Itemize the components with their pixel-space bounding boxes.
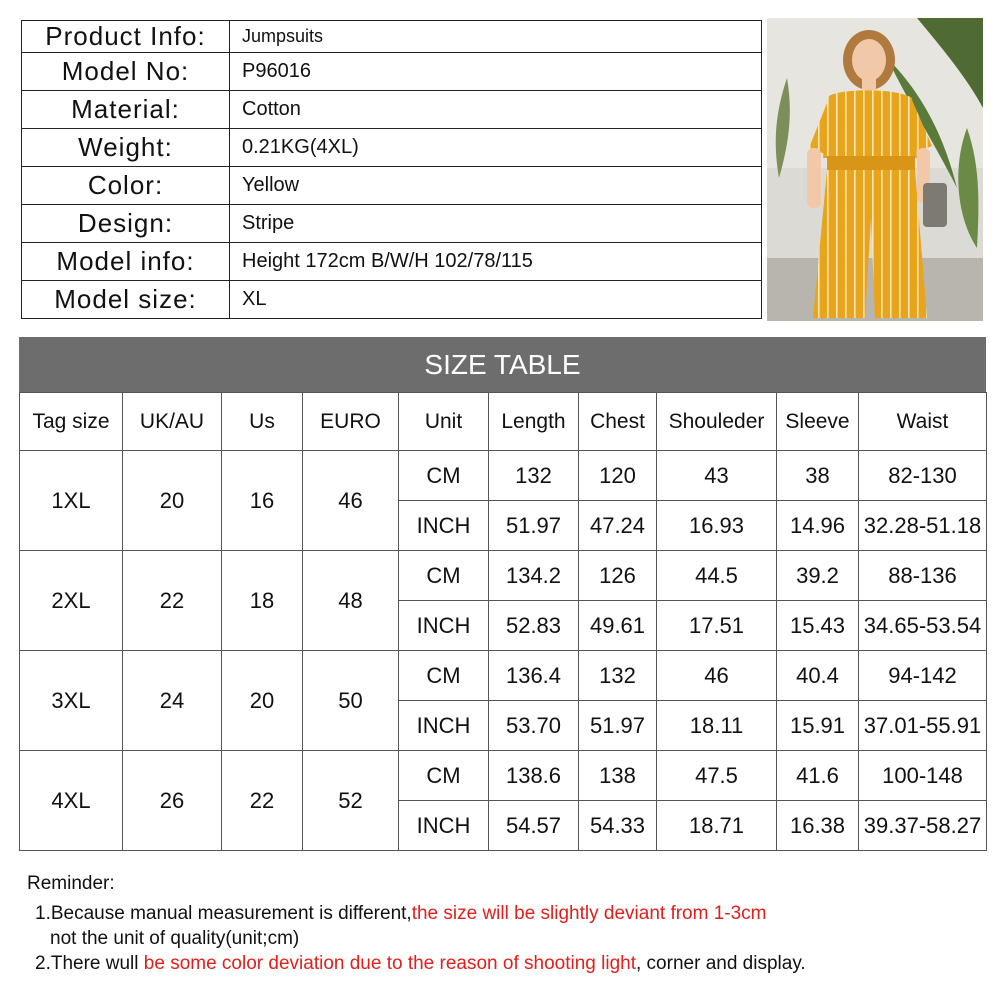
waist-cell: 32.28-51.18 bbox=[859, 501, 987, 551]
reminder-line-1 bbox=[27, 901, 987, 926]
sleeve-cell: 39.2 bbox=[777, 551, 859, 601]
reminder-title: Reminder: bbox=[27, 873, 115, 894]
info-value: Height 172cm B/W/H 102/78/115 bbox=[230, 243, 762, 281]
chest-cell: 120 bbox=[579, 451, 657, 501]
length-cell: 132 bbox=[489, 451, 579, 501]
reminder-text: 1.Because manual measurement is different, bbox=[35, 903, 412, 924]
info-label: Color: bbox=[22, 167, 230, 205]
uk-au-cell: 24 bbox=[123, 651, 222, 751]
info-row bbox=[22, 167, 762, 205]
info-label: Design: bbox=[22, 205, 230, 243]
chest-cell: 54.33 bbox=[579, 801, 657, 851]
chest-cell: 132 bbox=[579, 651, 657, 701]
sleeve-cell: 16.38 bbox=[777, 801, 859, 851]
info-label: Weight: bbox=[22, 129, 230, 167]
reminder-text: , corner and display. bbox=[636, 953, 806, 974]
chest-cell: 51.97 bbox=[579, 701, 657, 751]
shoulder-cell: 44.5 bbox=[657, 551, 777, 601]
euro-cell: 46 bbox=[303, 451, 399, 551]
unit-cell: CM bbox=[399, 451, 489, 501]
shoulder-cell: 18.71 bbox=[657, 801, 777, 851]
info-value: 0.21KG(4XL) bbox=[230, 129, 762, 167]
info-row bbox=[22, 243, 762, 281]
sleeve-cell: 15.91 bbox=[777, 701, 859, 751]
header-tag-size: Tag size bbox=[20, 393, 123, 451]
length-cell: 53.70 bbox=[489, 701, 579, 751]
info-value: Cotton bbox=[230, 91, 762, 129]
chest-cell: 126 bbox=[579, 551, 657, 601]
chest-cell: 138 bbox=[579, 751, 657, 801]
us-cell: 22 bbox=[222, 751, 303, 851]
info-label: Model No: bbox=[22, 53, 230, 91]
sleeve-cell: 38 bbox=[777, 451, 859, 501]
info-label: Model size: bbox=[22, 281, 230, 319]
reminder-section bbox=[27, 873, 987, 976]
info-row bbox=[22, 53, 762, 91]
tag-size-cell: 3XL bbox=[20, 651, 123, 751]
uk-au-cell: 22 bbox=[123, 551, 222, 651]
table-row bbox=[20, 551, 987, 601]
reminder-line-1-continued: not the unit of quality(unit;cm) bbox=[50, 928, 300, 949]
header-sleeve: Sleeve bbox=[777, 393, 859, 451]
model-photo-illustration bbox=[767, 18, 983, 321]
tag-size-cell: 4XL bbox=[20, 751, 123, 851]
euro-cell: 50 bbox=[303, 651, 399, 751]
unit-cell: INCH bbox=[399, 601, 489, 651]
info-label: Material: bbox=[22, 91, 230, 129]
info-value: Jumpsuits bbox=[230, 21, 762, 53]
info-row bbox=[22, 281, 762, 319]
shoulder-cell: 47.5 bbox=[657, 751, 777, 801]
reminder-line-2 bbox=[27, 951, 987, 976]
unit-cell: INCH bbox=[399, 701, 489, 751]
info-row bbox=[22, 21, 762, 53]
unit-cell: INCH bbox=[399, 501, 489, 551]
length-cell: 52.83 bbox=[489, 601, 579, 651]
sleeve-cell: 41.6 bbox=[777, 751, 859, 801]
product-info-table bbox=[21, 20, 762, 319]
header-waist: Waist bbox=[859, 393, 987, 451]
length-cell: 134.2 bbox=[489, 551, 579, 601]
length-cell: 51.97 bbox=[489, 501, 579, 551]
tag-size-cell: 2XL bbox=[20, 551, 123, 651]
waist-cell: 100-148 bbox=[859, 751, 987, 801]
chest-cell: 47.24 bbox=[579, 501, 657, 551]
header-chest: Chest bbox=[579, 393, 657, 451]
tag-size-cell: 1XL bbox=[20, 451, 123, 551]
info-value: XL bbox=[230, 281, 762, 319]
length-cell: 54.57 bbox=[489, 801, 579, 851]
waist-cell: 88-136 bbox=[859, 551, 987, 601]
shoulder-cell: 17.51 bbox=[657, 601, 777, 651]
unit-cell: CM bbox=[399, 751, 489, 801]
info-value: P96016 bbox=[230, 53, 762, 91]
uk-au-cell: 26 bbox=[123, 751, 222, 851]
waist-cell: 34.65-53.54 bbox=[859, 601, 987, 651]
waist-cell: 37.01-55.91 bbox=[859, 701, 987, 751]
header-euro: EURO bbox=[303, 393, 399, 451]
shoulder-cell: 18.11 bbox=[657, 701, 777, 751]
uk-au-cell: 20 bbox=[123, 451, 222, 551]
reminder-highlight: be some color deviation due to the reason of shooting light bbox=[143, 953, 636, 974]
info-row bbox=[22, 129, 762, 167]
table-row bbox=[20, 451, 987, 501]
info-row bbox=[22, 91, 762, 129]
us-cell: 20 bbox=[222, 651, 303, 751]
us-cell: 16 bbox=[222, 451, 303, 551]
us-cell: 18 bbox=[222, 551, 303, 651]
sleeve-cell: 14.96 bbox=[777, 501, 859, 551]
header-uk-au: UK/AU bbox=[123, 393, 222, 451]
length-cell: 136.4 bbox=[489, 651, 579, 701]
header-length: Length bbox=[489, 393, 579, 451]
header-shoulder: Shouleder bbox=[657, 393, 777, 451]
header-us: Us bbox=[222, 393, 303, 451]
length-cell: 138.6 bbox=[489, 751, 579, 801]
unit-cell: INCH bbox=[399, 801, 489, 851]
waist-cell: 82-130 bbox=[859, 451, 987, 501]
sleeve-cell: 15.43 bbox=[777, 601, 859, 651]
reminder-text: 2.There wull bbox=[35, 953, 144, 974]
unit-cell: CM bbox=[399, 551, 489, 601]
reminder-highlight: the size will be slightly deviant from 1-3cm bbox=[411, 903, 767, 924]
euro-cell: 48 bbox=[303, 551, 399, 651]
unit-cell: CM bbox=[399, 651, 489, 701]
size-table-header-row bbox=[20, 393, 987, 451]
size-table-title: SIZE TABLE bbox=[19, 337, 986, 392]
info-label: Model info: bbox=[22, 243, 230, 281]
euro-cell: 52 bbox=[303, 751, 399, 851]
info-label: Product Info: bbox=[22, 21, 230, 53]
shoulder-cell: 46 bbox=[657, 651, 777, 701]
shoulder-cell: 16.93 bbox=[657, 501, 777, 551]
sleeve-cell: 40.4 bbox=[777, 651, 859, 701]
header-unit: Unit bbox=[399, 393, 489, 451]
waist-cell: 39.37-58.27 bbox=[859, 801, 987, 851]
info-row bbox=[22, 205, 762, 243]
table-row bbox=[20, 651, 987, 701]
shoulder-cell: 43 bbox=[657, 451, 777, 501]
info-value: Stripe bbox=[230, 205, 762, 243]
waist-cell: 94-142 bbox=[859, 651, 987, 701]
chest-cell: 49.61 bbox=[579, 601, 657, 651]
size-table bbox=[19, 392, 987, 851]
size-table-section bbox=[19, 337, 986, 851]
model-photo bbox=[767, 18, 983, 321]
table-row bbox=[20, 751, 987, 801]
info-value: Yellow bbox=[230, 167, 762, 205]
